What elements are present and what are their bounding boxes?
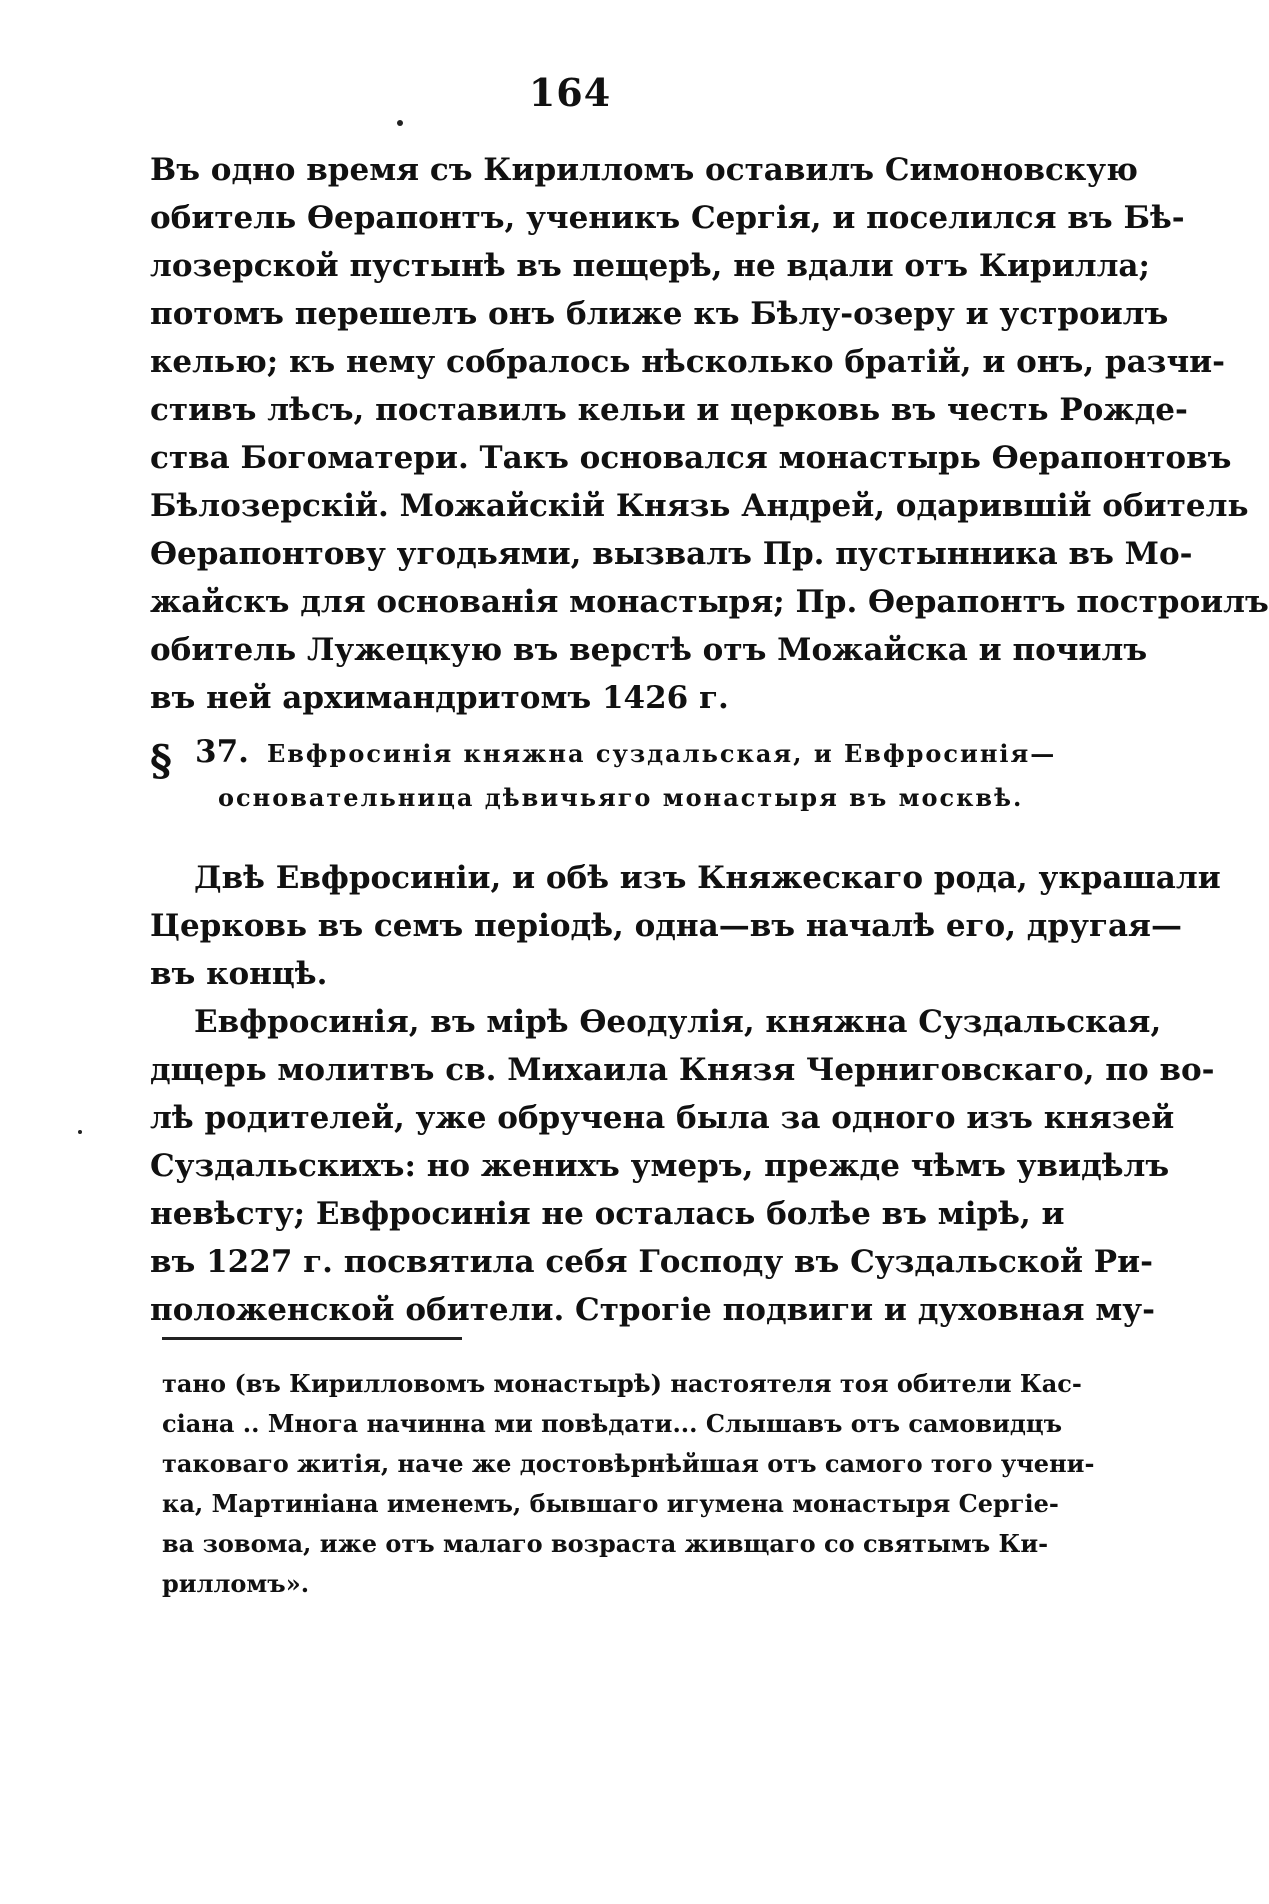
paragraph1-line-4: потомъ перешелъ онъ ближе къ Бѣлу-озеру и устроилъ [150, 296, 1169, 332]
paragraph1-line-5: келью; къ нему собралось нѣсколько братій, и онъ, разчи- [150, 344, 1225, 380]
paragraph1-line-2: обитель Ѳерапонтъ, ученикъ Сергія, и поселился въ Бѣ- [150, 200, 1185, 236]
paragraph3-line-2: дщерь молитвъ св. Михаила Князя Черниговскаго, по во- [150, 1052, 1215, 1088]
footnote-line-4: ка, Мартиніана именемъ, бывшаго игумена монастыря Сергіе- [162, 1489, 1059, 1518]
footnote-line-2: сіана .. Многа начинна ми повѣдати... Слышавъ отъ самовидцъ [162, 1409, 1063, 1438]
paragraph1-line-6: стивъ лѣсъ, поставилъ кельи и церковь въ честь Рожде- [150, 392, 1188, 428]
scan-speck [78, 1130, 82, 1134]
paragraph1-line-11: обитель Лужецкую въ верстѣ отъ Можайска и почилъ [150, 632, 1148, 668]
section-heading-line-1 [195, 734, 1057, 772]
paragraph1-line-10: жайскъ для основанія монастыря; Пр. Ѳерапонтъ построилъ [150, 584, 1269, 620]
paragraph1-line-12: въ ней архимандритомъ 1426 г. [150, 680, 729, 716]
paragraph1-line-1: Въ одно время съ Кирилломъ оставилъ Симоновскую [150, 152, 1138, 188]
paragraph1-line-8: Бѣлозерскій. Можайскій Князь Андрей, одарившій обитель [150, 488, 1249, 524]
page-number: 164 [528, 70, 612, 115]
paragraph3-line-1: Евфросинія, въ мірѣ Ѳеодулія, княжна Суздальская, [194, 1004, 1162, 1040]
footnote-line-3: таковаго житія, наче же достовѣрнѣйшая отъ самого того учени- [162, 1449, 1095, 1478]
paragraph2-line-1: Двѣ Евфросиніи, и обѣ изъ Княжескаго рода, украшали [194, 860, 1221, 896]
footnote-line-6: рилломъ». [162, 1569, 310, 1598]
section-title-line-2: основательница дѣвичьяго монастыря въ москвѣ. [218, 783, 1024, 812]
footnote-line-5: ва зовома, иже отъ малаго возраста живщаго со святымъ Ки- [162, 1529, 1049, 1558]
section-number: 37. [195, 734, 249, 770]
section-symbol: § [150, 736, 172, 785]
footnote-divider [162, 1337, 462, 1340]
paragraph2-line-3: въ концѣ. [150, 956, 328, 992]
paragraph3-line-6: въ 1227 г. посвятила себя Господу въ Суздальской Ри- [150, 1244, 1153, 1280]
scan-speck [397, 120, 403, 126]
paragraph3-line-3: лѣ родителей, уже обручена была за одного изъ князей [150, 1100, 1175, 1136]
section-title-line-1: Евфросинія княжна суздальская, и Евфросинія— [266, 739, 1057, 768]
paragraph1-line-9: Ѳерапонтову угодьями, вызвалъ Пр. пустынника въ Мо- [150, 536, 1193, 572]
footnote-line-1: тано (въ Кирилловомъ монастырѣ) настоятеля тоя обители Кас- [162, 1369, 1082, 1398]
paragraph1-line-3: лозерской пустынѣ въ пещерѣ, не вдали отъ Кирилла; [150, 248, 1150, 284]
paragraph3-line-7: положенской обители. Строгіе подвиги и духовная му- [150, 1292, 1156, 1328]
paragraph1-line-7: ства Богоматери. Такъ основался монастырь Ѳерапонтовъ [150, 440, 1232, 476]
paragraph3-line-4: Суздальскихъ: но женихъ умеръ, прежде чѣмъ увидѣлъ [150, 1148, 1170, 1184]
paragraph2-line-2: Церковь въ семъ періодѣ, одна—въ началѣ его, другая— [150, 908, 1182, 944]
paragraph3-line-5: невѣсту; Евфросинія не осталась болѣе въ мірѣ, и [150, 1196, 1065, 1232]
